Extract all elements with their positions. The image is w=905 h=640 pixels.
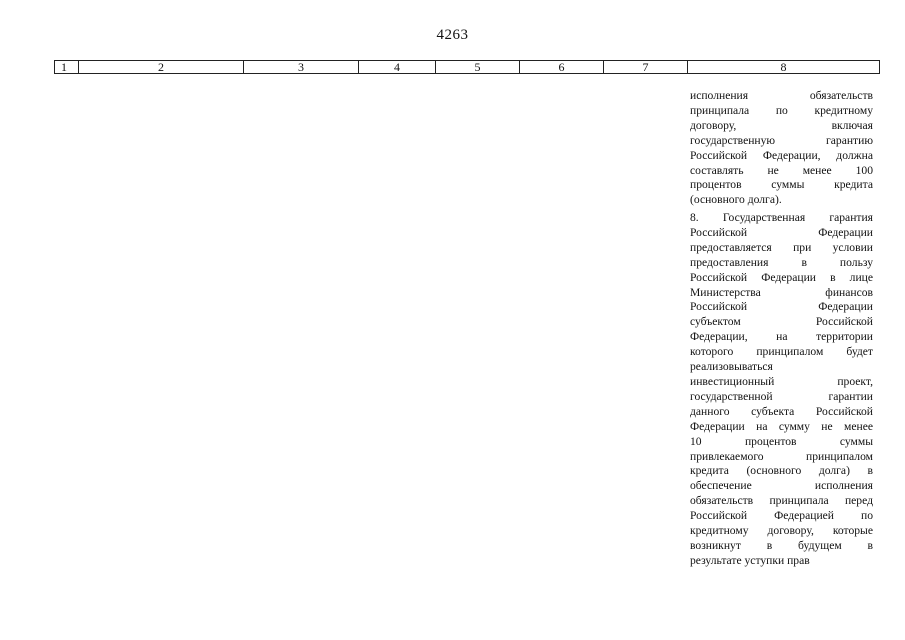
paragraph-2-line: результате уступки прав xyxy=(690,553,810,567)
page-number: 4263 xyxy=(436,27,469,43)
paragraph-2-line: 10 процентов суммы xyxy=(690,434,873,448)
column-header-table xyxy=(54,60,880,74)
paragraph-1-line: составлять не менее 100 xyxy=(690,163,873,177)
paragraph-2-line: кредитному договору, которые xyxy=(690,524,873,538)
paragraph-2-line: Федерации, на территории xyxy=(690,330,873,344)
paragraph-2-line: реализовываться xyxy=(690,360,773,374)
paragraph-2-line: 8. Государственная гарантия xyxy=(690,211,873,224)
paragraph-1-line: (основного долга). xyxy=(690,193,782,207)
paragraph-2-line: привлекаемого принципалом xyxy=(690,449,873,463)
column-header-5: 5 xyxy=(436,61,520,74)
column-header-8: 8 xyxy=(688,61,880,74)
paragraph-2-line: предоставляется при условии xyxy=(690,240,873,254)
paragraph-2-line: субъектом Российской xyxy=(690,315,873,329)
paragraph-1-line: принципала по кредитному xyxy=(690,103,873,117)
column-8-paragraph-1 xyxy=(690,89,873,208)
column-8-paragraph-2 xyxy=(690,211,873,569)
paragraph-2-line: государственной гарантии xyxy=(690,389,873,403)
paragraph-2-line: предоставления в пользу xyxy=(690,255,873,269)
paragraph-1-line: исполнения обязательств xyxy=(690,89,873,102)
paragraph-2-line: данного субъекта Российской xyxy=(690,404,873,418)
paragraph-2-line: возникнут в будущем в xyxy=(690,538,873,552)
paragraph-2-line: инвестиционный проект, xyxy=(690,374,873,388)
column-header-2: 2 xyxy=(79,61,244,74)
paragraph-2-line: Российской Федерацией по xyxy=(690,509,873,523)
paragraph-2-line: которого принципалом будет xyxy=(690,345,873,359)
paragraph-2-line: обеспечение исполнения xyxy=(690,479,873,493)
column-header-6: 6 xyxy=(520,61,604,74)
paragraph-1-line: Российской Федерации, должна xyxy=(690,148,873,162)
paragraph-1-line: государственную гарантию xyxy=(690,133,873,147)
column-header-1: 1 xyxy=(55,61,79,74)
column-header-7: 7 xyxy=(604,61,688,74)
column-header-row xyxy=(55,61,880,74)
paragraph-2-line: кредита (основного долга) в xyxy=(690,464,873,478)
paragraph-2-line: Министерства финансов xyxy=(690,285,873,299)
paragraph-2-line: Российской Федерации xyxy=(690,225,873,239)
paragraph-1-line: процентов суммы кредита xyxy=(690,178,873,192)
paragraph-2-line: Российской Федерации xyxy=(690,300,873,314)
paragraph-2-line: Российской Федерации в лице xyxy=(690,270,873,284)
paragraph-2-line: обязательств принципала перед xyxy=(690,494,873,508)
column-header-4: 4 xyxy=(359,61,436,74)
paragraph-1-line: договору, включая xyxy=(690,118,873,132)
column-header-3: 3 xyxy=(244,61,359,74)
paragraph-2-line: Федерации на сумму не менее xyxy=(690,419,873,433)
